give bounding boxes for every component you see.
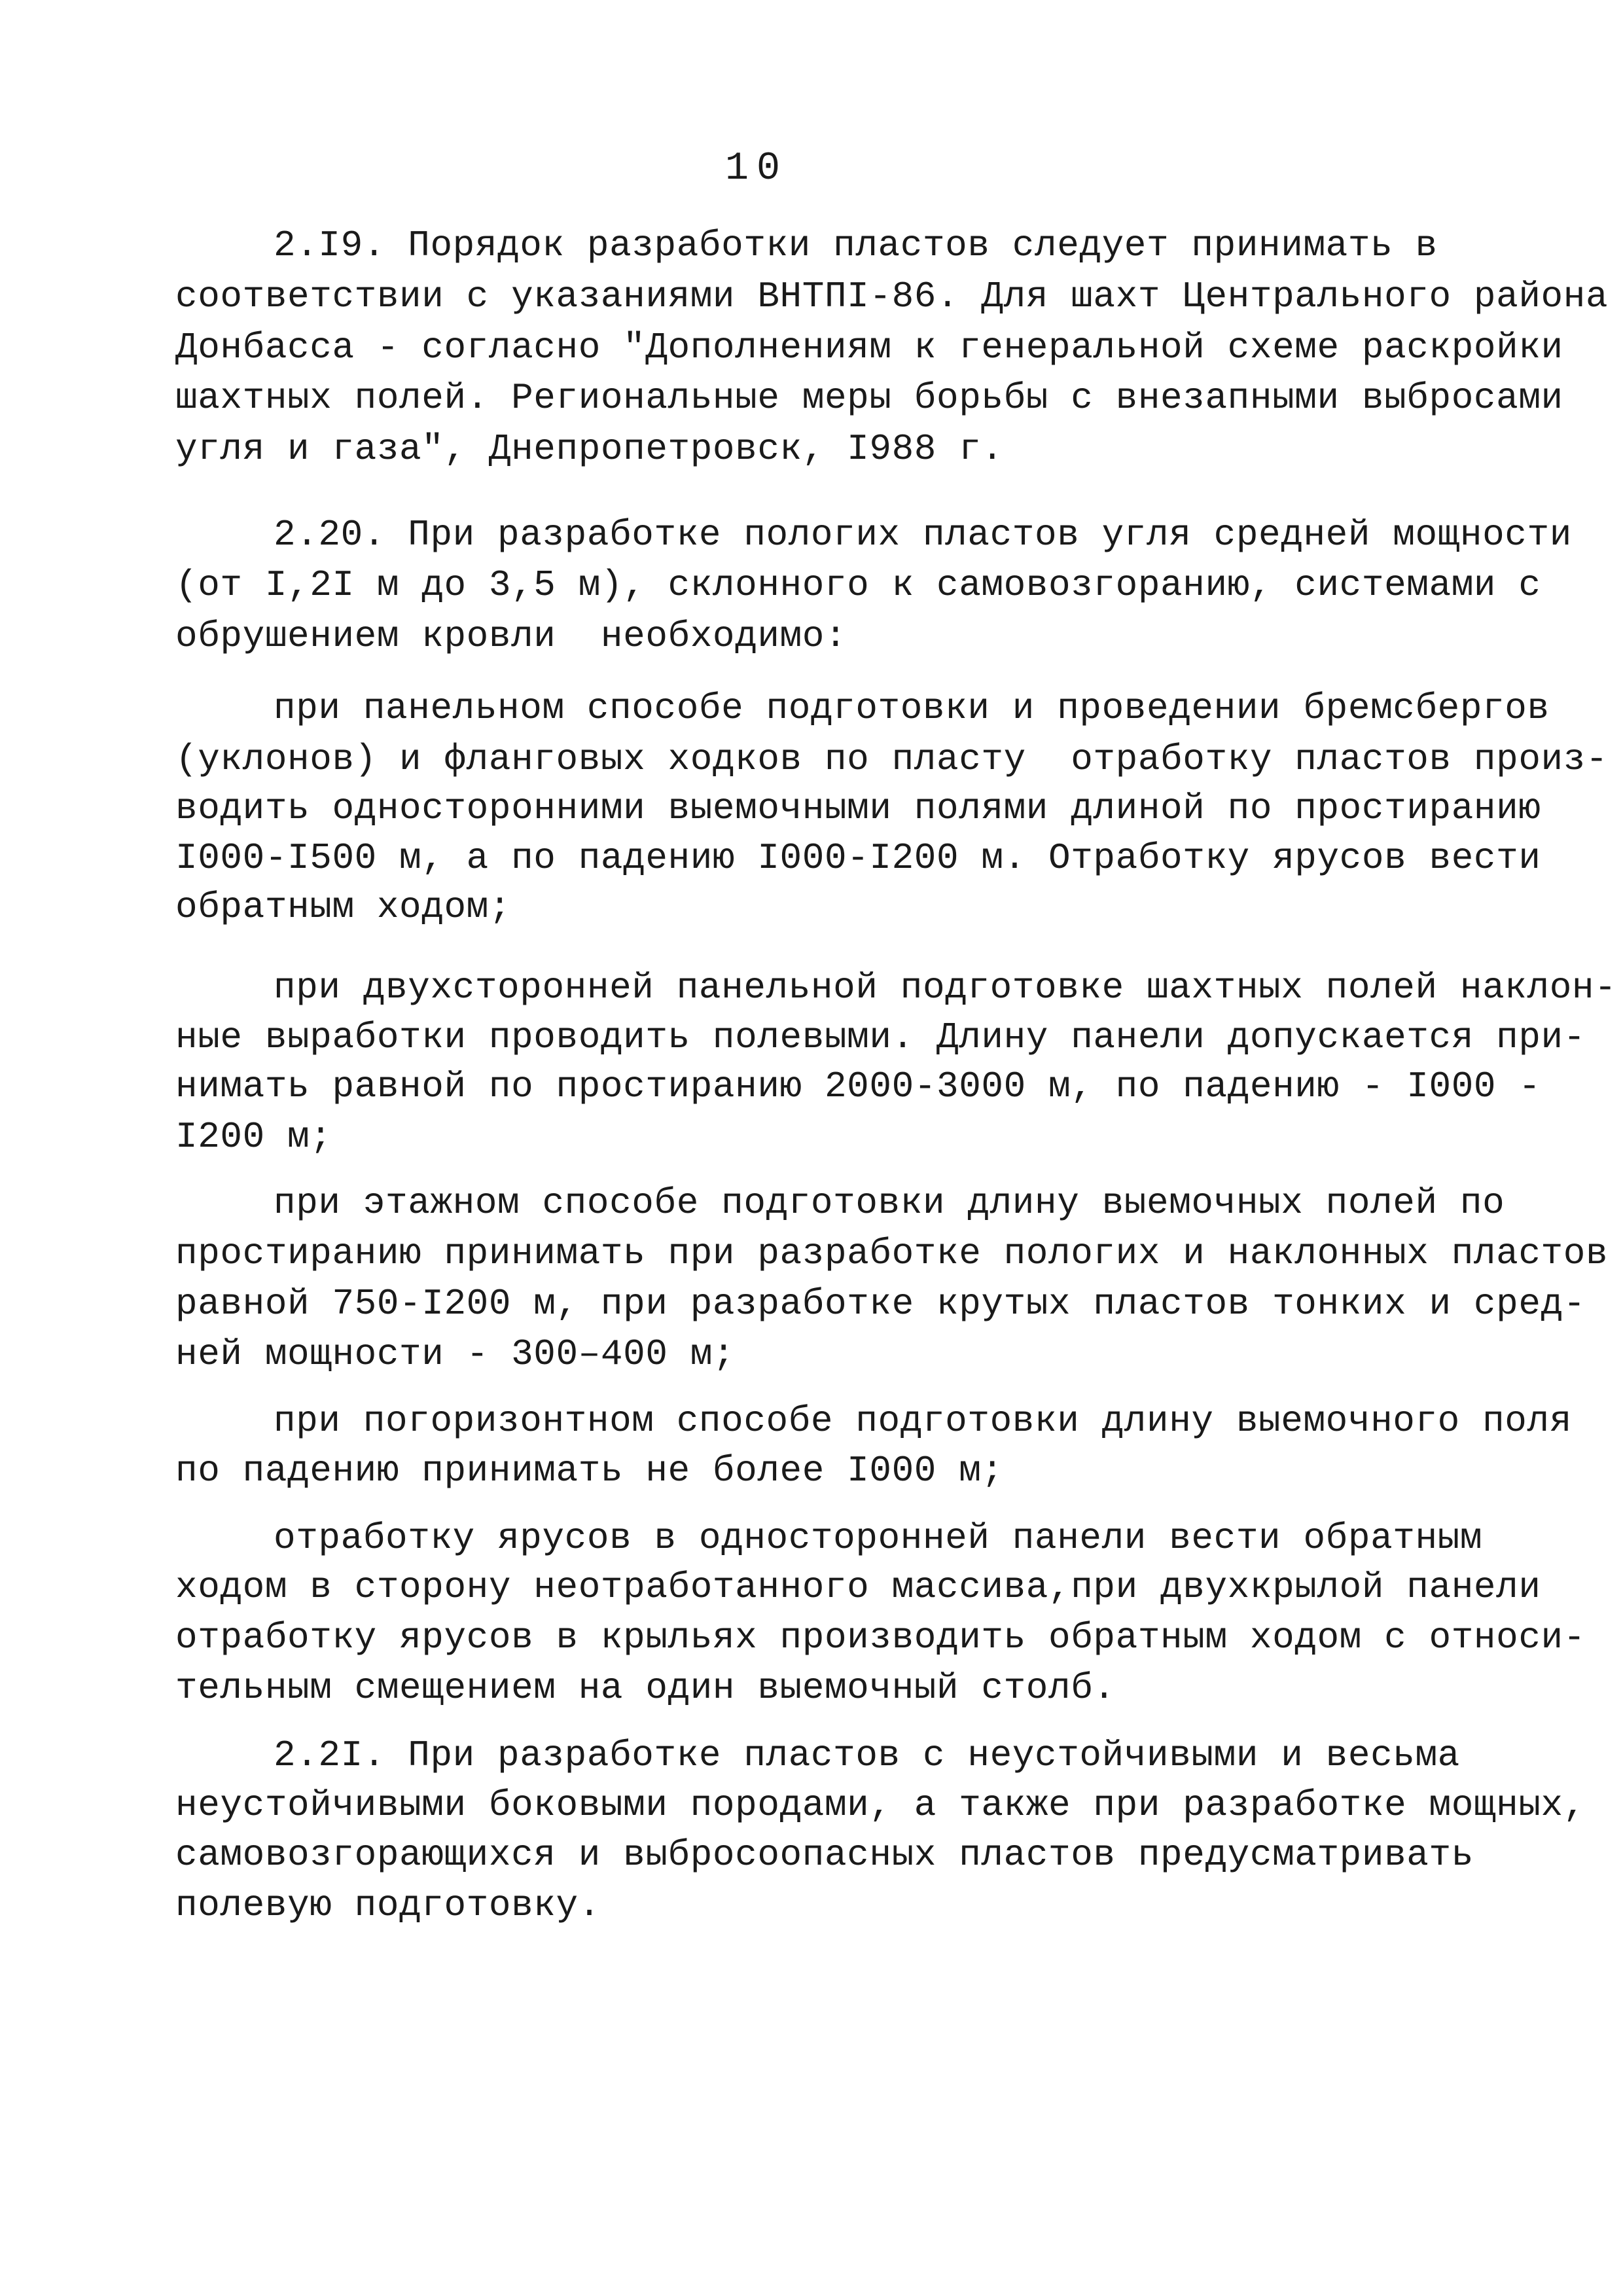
text-line: отработку ярусов в односторонней панели вести обратным xyxy=(274,1517,1483,1559)
text-line: шахтных полей. Региональные меры борьбы с внезапными выбросами xyxy=(175,377,1563,419)
text-line: по падению принимать не более I000 м; xyxy=(175,1450,1004,1492)
text-line: равной 750-I200 м, при разработке крутых пластов тонких и сред- xyxy=(175,1283,1586,1325)
text-line: обрушением кровли необходимо: xyxy=(175,615,847,657)
text-line: тельным смещением на один выемочный столб. xyxy=(175,1667,1116,1709)
text-line: ней мощности - 300–400 м; xyxy=(175,1333,736,1375)
page-number: 10 xyxy=(725,147,789,191)
text-line: (от I,2I м до 3,5 м), склонного к самовозгоранию, системами с xyxy=(175,564,1541,606)
text-line: соответствии с указаниями ВНТПI-86. Для шахт Центрального района xyxy=(175,276,1609,317)
text-line: простиранию принимать при разработке пологих и наклонных пластов xyxy=(175,1232,1609,1274)
text-line: отработку ярусов в крыльях производить обратным ходом с относи- xyxy=(175,1617,1586,1659)
text-line: при погоризонтном способе подготовки длину выемочного поля xyxy=(274,1400,1572,1442)
text-line: самовозгорающихся и выбросоопасных пластов предусматривать xyxy=(175,1834,1474,1876)
text-line: I200 м; xyxy=(175,1116,332,1158)
text-line: нимать равной по простиранию 2000-3000 м, по падению - I000 - xyxy=(175,1066,1541,1107)
text-line: полевую подготовку. xyxy=(175,1884,601,1926)
text-line: водить односторонними выемочными полями длиной по простиранию xyxy=(175,787,1541,829)
text-line: 2.20. При разработке пологих пластов угля средней мощности xyxy=(274,514,1572,556)
text-line: при двухсторонней панельной подготовке шахтных полей наклон- xyxy=(274,967,1617,1009)
text-line: неустойчивыми боковыми породами, а также при разработке мощных, xyxy=(175,1784,1586,1826)
text-line: (уклонов) и фланговых ходков по пласту отработку пластов произ- xyxy=(175,738,1609,780)
text-line: при этажном способе подготовки длину выемочных полей по xyxy=(274,1182,1505,1224)
text-line: 2.I9. Порядок разработки пластов следует принимать в xyxy=(274,224,1438,266)
text-line: угля и газа", Днепропетровск, I988 г. xyxy=(175,428,1004,470)
text-line: I000-I500 м, а по падению I000-I200 м. Отработку ярусов вести xyxy=(175,837,1541,879)
text-line: обратным ходом; xyxy=(175,886,512,928)
text-line: ходом в сторону неотработанного массива,при двухкрылой панели xyxy=(175,1566,1541,1608)
text-line: 2.2I. При разработке пластов с неустойчивыми и весьма xyxy=(274,1734,1460,1776)
text-line: ные выработки проводить полевыми. Длину панели допускается при- xyxy=(175,1016,1586,1058)
text-line: Донбасса - согласно "Дополнениям к генеральной схеме раскройки xyxy=(175,327,1563,368)
text-line: при панельном способе подготовки и проведении бремсбергов xyxy=(274,687,1550,729)
